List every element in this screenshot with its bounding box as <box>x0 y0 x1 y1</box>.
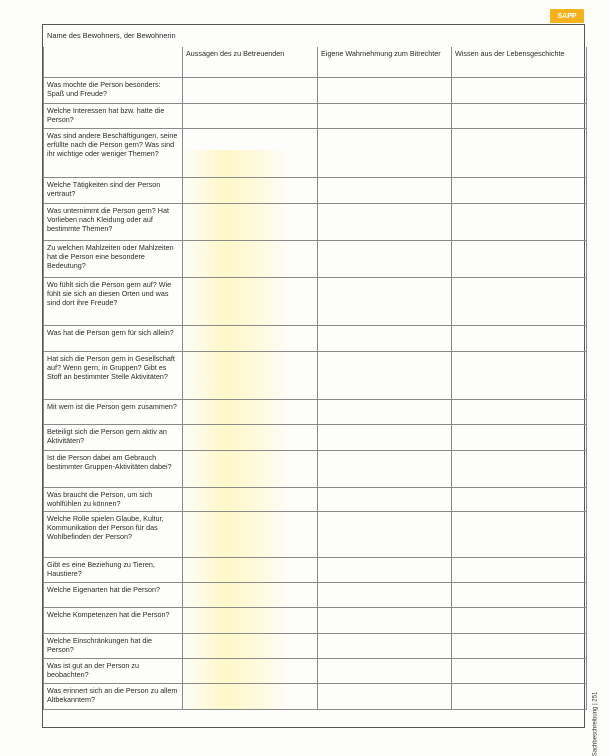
question-cell: Was unternimmt die Person gern? Hat Vorlieben nach Kleidung oder auf bestimmte Themen? <box>44 204 183 241</box>
page-number-label: Sachbeschreibung | 251 <box>592 691 599 756</box>
table-header-row <box>44 47 587 78</box>
statement-cell[interactable] <box>183 659 318 684</box>
statement-cell[interactable] <box>183 400 318 425</box>
biography-cell[interactable] <box>452 178 587 204</box>
question-cell: Was braucht die Person, um sich wohlfühlen zu können? <box>44 488 183 512</box>
perception-cell[interactable] <box>318 104 452 129</box>
statement-cell[interactable] <box>183 488 318 512</box>
biography-cell[interactable] <box>452 659 587 684</box>
statement-cell[interactable] <box>183 558 318 583</box>
question-cell: Welche Kompetenzen hat die Person? <box>44 608 183 634</box>
perception-cell[interactable] <box>318 659 452 684</box>
question-cell: Gibt es eine Beziehung zu Tieren, Haustiere? <box>44 558 183 583</box>
question-cell: Welche Rolle spielen Glaube, Kultur, Kommunikation der Person für das Wohlbefinden der Person? <box>44 512 183 558</box>
page-footer-vertical <box>590 602 600 756</box>
statement-cell[interactable] <box>183 425 318 451</box>
form-sheet <box>42 24 585 728</box>
statement-cell[interactable] <box>183 241 318 278</box>
perception-cell[interactable] <box>318 512 452 558</box>
statement-cell[interactable] <box>183 178 318 204</box>
question-cell: Welche Eigenarten hat die Person? <box>44 583 183 608</box>
table-row <box>44 104 587 129</box>
perception-cell[interactable] <box>318 451 452 488</box>
biography-cell[interactable] <box>452 326 587 352</box>
assessment-table <box>43 47 587 710</box>
question-cell: Ist die Person dabei am Gebrauch bestimmter Gruppen-Aktivitäten dabei? <box>44 451 183 488</box>
statement-cell[interactable] <box>183 352 318 400</box>
statement-cell[interactable] <box>183 583 318 608</box>
question-cell: Was ist gut an der Person zu beobachten? <box>44 659 183 684</box>
biography-cell[interactable] <box>452 684 587 710</box>
table-row <box>44 78 587 104</box>
question-cell: Welche Tätigkeiten sind der Person vertraut? <box>44 178 183 204</box>
biography-cell[interactable] <box>452 425 587 451</box>
question-cell: Beteiligt sich die Person gern aktiv an Aktivitäten? <box>44 425 183 451</box>
perception-cell[interactable] <box>318 583 452 608</box>
table-row <box>44 451 587 488</box>
question-cell: Mit wem ist die Person gern zusammen? <box>44 400 183 425</box>
perception-cell[interactable] <box>318 608 452 634</box>
biography-cell[interactable] <box>452 488 587 512</box>
statement-cell[interactable] <box>183 512 318 558</box>
biography-cell[interactable] <box>452 634 587 659</box>
biography-cell[interactable] <box>452 583 587 608</box>
perception-cell[interactable] <box>318 326 452 352</box>
question-cell: Hat sich die Person gern in Gesellschaft auf? Wenn gern, in Gruppen? Gibt es Stoff an bestimmter Stelle Aktivitäten? <box>44 352 183 400</box>
perception-cell[interactable] <box>318 352 452 400</box>
table-row <box>44 684 587 710</box>
table-row <box>44 634 587 659</box>
question-cell: Zu welchen Mahlzeiten oder Mahlzeiten hat die Person eine besondere Bedeutung? <box>44 241 183 278</box>
question-cell: Was sind andere Beschäftigungen, seine erfüllte nach die Person gern? Was sind ihr wichtige oder weniger Themen? <box>44 129 183 178</box>
question-cell: Was hat die Person gern für sich allein? <box>44 326 183 352</box>
statement-cell[interactable] <box>183 104 318 129</box>
table-row <box>44 204 587 241</box>
perception-cell[interactable] <box>318 425 452 451</box>
table-row <box>44 129 587 178</box>
biography-cell[interactable] <box>452 512 587 558</box>
table-row <box>44 326 587 352</box>
perception-cell[interactable] <box>318 400 452 425</box>
table-row <box>44 178 587 204</box>
perception-cell[interactable] <box>318 684 452 710</box>
table-row <box>44 241 587 278</box>
perception-cell[interactable] <box>318 634 452 659</box>
perception-cell[interactable] <box>318 488 452 512</box>
biography-cell[interactable] <box>452 451 587 488</box>
biography-cell[interactable] <box>452 204 587 241</box>
biography-cell[interactable] <box>452 78 587 104</box>
table-row <box>44 608 587 634</box>
biography-cell[interactable] <box>452 104 587 129</box>
table-row <box>44 583 587 608</box>
question-cell: Was erinnert sich an die Person zu allem Altbekanntem? <box>44 684 183 710</box>
biography-cell[interactable] <box>452 558 587 583</box>
table-row <box>44 659 587 684</box>
perception-cell[interactable] <box>318 204 452 241</box>
table-row <box>44 278 587 326</box>
table-row <box>44 558 587 583</box>
header-cell-statements: Aussagen des zu Betreuenden <box>183 47 318 78</box>
statement-cell[interactable] <box>183 451 318 488</box>
perception-cell[interactable] <box>318 178 452 204</box>
form-caption: Name des Bewohners, der Bewohnerin <box>47 31 176 40</box>
question-cell: Wo fühlt sich die Person gern auf? Wie fühlt sie sich an diesen Orten und was sind dort ihre Freude? <box>44 278 183 326</box>
question-cell: Was mochte die Person besonders: Spaß und Freude? <box>44 78 183 104</box>
biography-cell[interactable] <box>452 352 587 400</box>
statement-cell[interactable] <box>183 278 318 326</box>
question-cell: Welche Interessen hat bzw. hatte die Person? <box>44 104 183 129</box>
biography-cell[interactable] <box>452 608 587 634</box>
statement-cell[interactable] <box>183 634 318 659</box>
table-row <box>44 512 587 558</box>
table-row <box>44 425 587 451</box>
statement-cell[interactable] <box>183 326 318 352</box>
perception-cell[interactable] <box>318 78 452 104</box>
table-row <box>44 352 587 400</box>
table-row <box>44 400 587 425</box>
perception-cell[interactable] <box>318 129 452 178</box>
statement-cell[interactable] <box>183 129 318 178</box>
header-cell-biography: Wissen aus der Lebensgeschichte <box>452 47 587 78</box>
perception-cell[interactable] <box>318 241 452 278</box>
question-cell: Welche Einschränkungen hat die Person? <box>44 634 183 659</box>
statement-cell[interactable] <box>183 78 318 104</box>
biography-cell[interactable] <box>452 129 587 178</box>
header-cell-question <box>44 47 183 78</box>
perception-cell[interactable] <box>318 558 452 583</box>
statement-cell[interactable] <box>183 204 318 241</box>
statement-cell[interactable] <box>183 684 318 710</box>
header-cell-perception: Eigene Wahrnehmung zum Bitrechter <box>318 47 452 78</box>
biography-cell[interactable] <box>452 241 587 278</box>
statement-cell[interactable] <box>183 608 318 634</box>
biography-cell[interactable] <box>452 400 587 425</box>
biography-cell[interactable] <box>452 278 587 326</box>
section-tag: SAPP <box>550 9 584 23</box>
table-row <box>44 488 587 512</box>
perception-cell[interactable] <box>318 278 452 326</box>
